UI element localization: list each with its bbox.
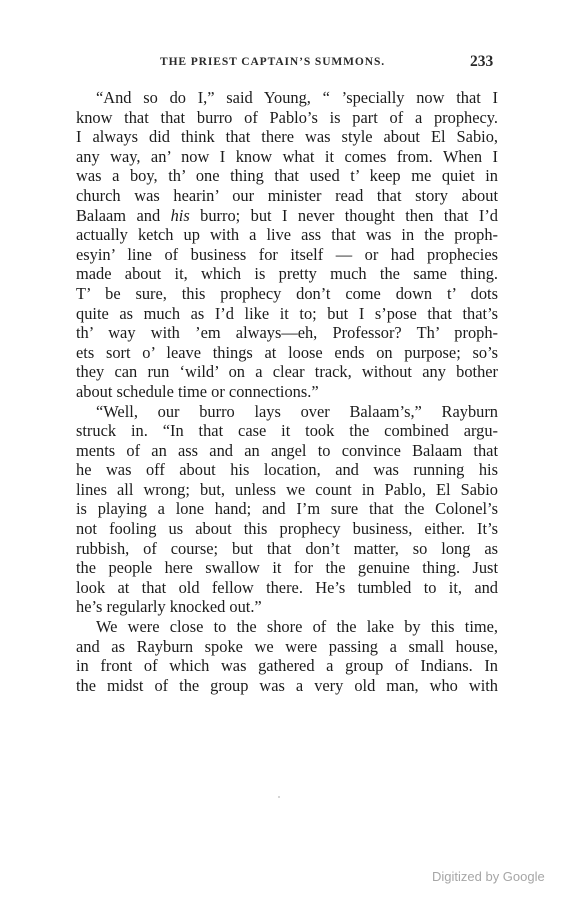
text-line: and as Rayburn spoke we were passing a small house, xyxy=(76,636,498,656)
text-line: in front of which was gathered a group of Indians. In xyxy=(76,656,498,676)
text-line: the midst of the group was a very old man, who with xyxy=(76,675,498,695)
text-line: he’s regularly knocked out.” xyxy=(76,597,262,617)
text-line: I always did think that there was style about El Sabio, xyxy=(76,127,498,147)
text-line: actually ketch up with a live ass that was in the proph- xyxy=(76,225,498,245)
text-line: th’ way with ’em always—eh, Professor? Th’ proph- xyxy=(76,323,498,343)
text-line: is playing a lone hand; and I’m sure that the Colonel’s xyxy=(76,499,498,519)
running-head xyxy=(0,53,575,76)
paper-speck xyxy=(278,796,280,798)
text-line: struck in. “In that case it took the combined argu- xyxy=(76,421,498,441)
text-line: about schedule time or connections.” xyxy=(76,381,319,401)
page-number: 233 xyxy=(470,53,494,70)
text-line: T’ be sure, this prophecy don’t come down t’ dots xyxy=(76,283,498,303)
text-line: esyin’ line of business for itself — or had prophecies xyxy=(76,244,498,264)
text-line: church was hearin’ our minister read that story about xyxy=(76,185,498,205)
text-line: lines all wrong; but, unless we count in Pablo, El Sabio xyxy=(76,479,498,499)
text-line: ets sort o’ leave things at loose ends on purpose; so’s xyxy=(76,342,498,362)
paragraph-1 xyxy=(76,88,498,402)
body-text xyxy=(76,88,498,695)
text-line: was a boy, th’ one thing that used t’ keep me quiet in xyxy=(76,166,498,186)
running-title: THE PRIEST CAPTAIN’S SUMMONS. xyxy=(160,56,386,68)
text-line: look at that old fellow there. He’s tumbled to it, and xyxy=(76,577,498,597)
text-line: rubbish, of course; but that don’t matter, so long as xyxy=(76,538,498,558)
text-line: ments of an ass and an angel to convince Balaam that xyxy=(76,440,498,460)
paragraph-2 xyxy=(76,402,498,618)
text-line: We were close to the shore of the lake by this time, xyxy=(96,617,498,637)
text-line: quite as much as I’d like it to; but I s’pose that that’s xyxy=(76,303,498,323)
text-line: know that that burro of Pablo’s is part of a prophecy. xyxy=(76,107,498,127)
text-line: the people here swallow it for the genuine thing. Just xyxy=(76,558,498,578)
text-line: they can run ‘wild’ on a clear track, without any bother xyxy=(76,362,498,382)
digitization-watermark: Digitized by Google xyxy=(432,869,545,884)
text-line: “And so do I,” said Young, “ ’specially now that I xyxy=(96,88,498,107)
paragraph-3 xyxy=(76,617,498,695)
text-line: not fooling us about this prophecy business, either. It’s xyxy=(76,519,498,539)
emphasis-his: his xyxy=(170,205,190,225)
text-line: he was off about his location, and was running his xyxy=(76,460,498,480)
text-line: any way, an’ now I know what it comes from. When I xyxy=(76,146,498,166)
text-line: Balaam and his burro; but I never thought then that I’d xyxy=(76,205,499,225)
text-line: “Well, our burro lays over Balaam’s,” Rayburn xyxy=(96,401,498,421)
text-line: made about it, which is pretty much the same thing. xyxy=(76,264,498,284)
